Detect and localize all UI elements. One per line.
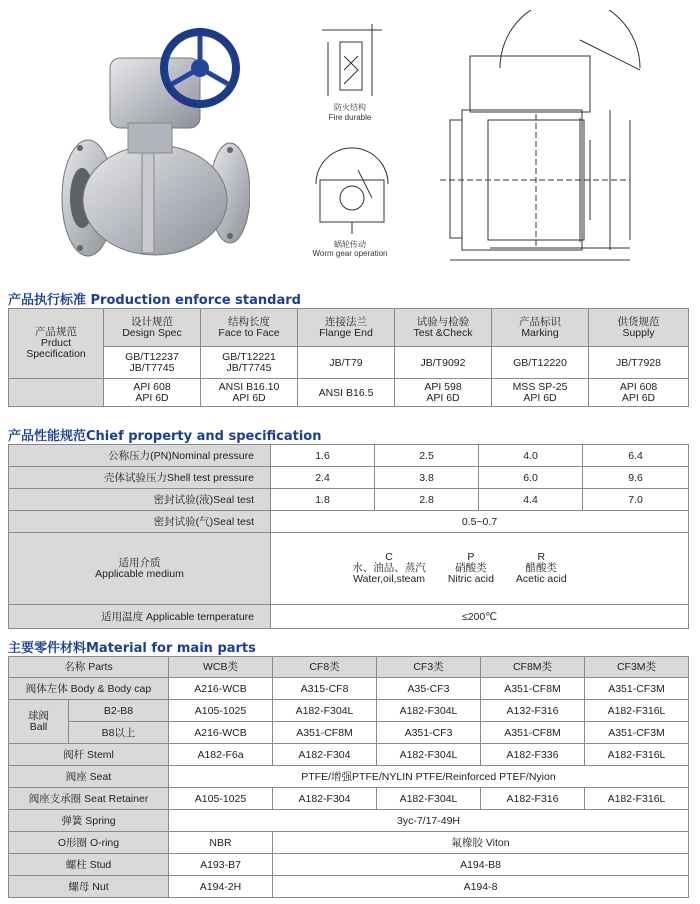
value-cell: 3.8 [375, 467, 479, 489]
material-cell: A182-F316L [585, 788, 689, 810]
material-cell: A182-F336 [481, 744, 585, 766]
std-cell: MSS SP-25 API 6D [492, 379, 589, 407]
material-cell: A194-2H [169, 876, 273, 898]
product-spec-filler [9, 379, 104, 407]
std-cell: ANSI B16.10 API 6D [201, 379, 298, 407]
value-cell: 9.6 [583, 467, 689, 489]
ball-sub-label: B2-B8 [69, 700, 169, 722]
nominal-pressure-label: 公称压力(PN)Nominal pressure [9, 445, 271, 467]
std-cell: API 608 API 6D [104, 379, 201, 407]
material-cell: A182-F316 [481, 788, 585, 810]
std-cell: JB/T7928 [589, 347, 689, 379]
material-cell: A182-F304L [377, 700, 481, 722]
material-cell: A351-CF3 [377, 722, 481, 744]
ball-label: 球阀 Ball [9, 700, 69, 744]
col-header-cf3m: CF3M类 [585, 657, 689, 678]
value-cell: 2.4 [271, 467, 375, 489]
material-cell: A182-F6a [169, 744, 273, 766]
col-header-supply: 供货规范 Supply [589, 309, 689, 347]
fire-caption-en: Fire durable [328, 113, 372, 122]
figure-area [0, 0, 700, 285]
retainer-label: 阀座支承圈 Seat Retainer [9, 788, 169, 810]
medium-water: C 水、油品、蒸汽 Water,oil,steam [352, 551, 426, 585]
std-cell: GB/T12221 JB/T7745 [201, 347, 298, 379]
std-cell: JB/T79 [298, 347, 395, 379]
body-label: 阀体左体 Body & Body cap [9, 678, 169, 700]
value-cell: 1.6 [271, 445, 375, 467]
medium-label: 适用介质 Applicable medium [9, 533, 271, 605]
worm-caption-en: Worm gear operation [312, 249, 388, 258]
material-table [8, 656, 689, 898]
section-title-material: 主要零件材料Material for main parts [8, 641, 256, 656]
material-cell: 氟橡胶 Viton [273, 832, 689, 854]
seal-test-gas-label: 密封试验(气)Seal test [9, 511, 271, 533]
material-cell: A105-1025 [169, 788, 273, 810]
std-cell: GB/T12220 [492, 347, 589, 379]
std-cell: JB/T9092 [395, 347, 492, 379]
col-header-face: 结构长度 Face to Face [201, 309, 298, 347]
oring-label: O形圈 O-ring [9, 832, 169, 854]
parts-header: 名称 Parts [9, 657, 169, 678]
col-header-cf3: CF3类 [377, 657, 481, 678]
stud-label: 螺柱 Stud [9, 854, 169, 876]
section-title-property: 产品性能规范Chief property and specification [8, 429, 322, 444]
product-spec-header: 产品规范 Prduct Specification [9, 309, 104, 379]
material-cell: NBR [169, 832, 273, 854]
material-cell: A182-F304L [377, 744, 481, 766]
spring-label: 弹簧 Spring [9, 810, 169, 832]
value-cell: 2.5 [375, 445, 479, 467]
value-cell: 6.0 [479, 467, 583, 489]
ball-sub-label: B8以上 [69, 722, 169, 744]
valve-section-drawing [430, 10, 685, 265]
material-cell: PTFE/增强PTFE/NYLIN PTFE/Reinforced PTEF/Nyion [169, 766, 689, 788]
fire-caption-cn: 防火结构 [334, 103, 366, 112]
material-cell: 3yc-7/17-49H [169, 810, 689, 832]
material-cell: A182-F304 [273, 744, 377, 766]
col-header-cf8m: CF8M类 [481, 657, 585, 678]
col-header-flange: 连接法兰 Flange End [298, 309, 395, 347]
material-cell: A35-CF3 [377, 678, 481, 700]
value-cell: 2.8 [375, 489, 479, 511]
value-cell: 1.8 [271, 489, 375, 511]
material-cell: A194-B8 [273, 854, 689, 876]
value-cell: 7.0 [583, 489, 689, 511]
section-title-standards: 产品执行标准 Production enforce standard [8, 293, 301, 308]
material-cell: A182-F304L [273, 700, 377, 722]
material-cell: A351-CF3M [585, 678, 689, 700]
material-cell: A351-CF8M [481, 722, 585, 744]
std-cell: ANSI B16.5 [298, 379, 395, 407]
col-header-test: 试验与检验 Test &Check [395, 309, 492, 347]
property-table [8, 444, 689, 629]
material-cell: A182-F316L [585, 700, 689, 722]
medium-nitric: P 硝酸类 Nitric acid [447, 551, 494, 585]
material-cell: A194-8 [273, 876, 689, 898]
std-cell: API 598 API 6D [395, 379, 492, 407]
std-cell: GB/T12237 JB/T7745 [104, 347, 201, 379]
medium-cell [271, 533, 689, 605]
material-cell: A132-F316 [481, 700, 585, 722]
value-cell: ≤200℃ [271, 605, 689, 629]
medium-acetic: R 醋酸类 Acetic acid [515, 551, 567, 585]
col-header-cf8: CF8类 [273, 657, 377, 678]
value-cell: 4.0 [479, 445, 583, 467]
fire-durable-drawing [322, 20, 382, 98]
value-cell: 4.4 [479, 489, 583, 511]
col-header-wcb: WCB类 [169, 657, 273, 678]
seat-label: 阀座 Seat [9, 766, 169, 788]
value-cell: 0.5~0.7 [271, 511, 689, 533]
material-cell: A216-WCB [169, 722, 273, 744]
material-cell: A216-WCB [169, 678, 273, 700]
material-cell: A351-CF8M [273, 722, 377, 744]
material-cell: A182-F304 [273, 788, 377, 810]
ball-valve-photo [50, 28, 250, 263]
material-cell: A193-B7 [169, 854, 273, 876]
material-cell: A182-F316L [585, 744, 689, 766]
material-cell: A315-CF8 [273, 678, 377, 700]
material-cell: A182-F304L [377, 788, 481, 810]
seal-test-liquid-label: 密封试验(液)Seal test [9, 489, 271, 511]
worm-caption-cn: 蜗轮传动 [334, 240, 366, 249]
material-cell: A351-CF8M [481, 678, 585, 700]
standards-table [8, 308, 689, 407]
temperature-label: 适用温度 Applicable temperature [9, 605, 271, 629]
std-cell: API 608 API 6D [589, 379, 689, 407]
shell-test-label: 壳体试验压力Shell test pressure [9, 467, 271, 489]
worm-gear-drawing [306, 140, 396, 236]
material-cell: A105-1025 [169, 700, 273, 722]
nut-label: 螺母 Nut [9, 876, 169, 898]
stem-label: 阀杆 Steml [9, 744, 169, 766]
value-cell: 6.4 [583, 445, 689, 467]
col-header-design: 设计规范 Design Spec [104, 309, 201, 347]
col-header-marking: 产品标识 Marking [492, 309, 589, 347]
material-cell: A351-CF3M [585, 722, 689, 744]
